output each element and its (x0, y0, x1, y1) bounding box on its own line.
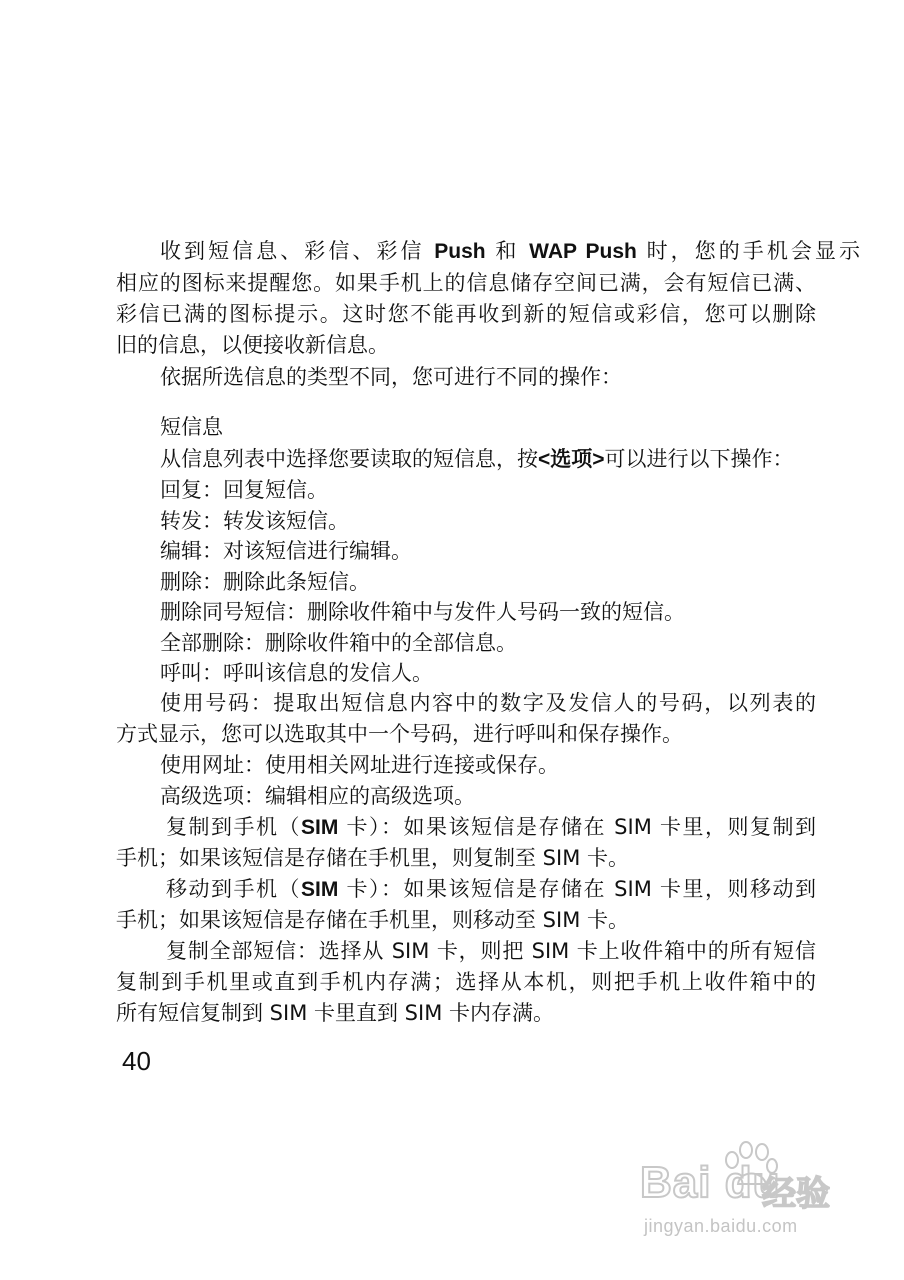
copy-all-line3: 所有短信复制到 SIM 卡里直到 SIM 卡内存满。 (116, 1001, 554, 1025)
item-delete-same-number: 删除同号短信：删除收件箱中与发件人号码一致的短信。 (160, 600, 685, 624)
watermark-url: jingyan.baidu.com (644, 1216, 798, 1236)
copy-to-phone-line1: 复制到手机（SIM 卡）：如果该短信是存储在 SIM 卡里，则复制到 (166, 815, 816, 839)
move-to-phone-line2: 手机；如果该短信是存储在手机里，则移动至 SIM 卡。 (116, 908, 629, 932)
para1-line3: 彩信已满的图标提示。这时您不能再收到新的短信或彩信，您可以删除 (116, 302, 816, 326)
item-delete: 删除：删除此条短信。 (160, 570, 370, 594)
advanced-options: 高级选项：编辑相应的高级选项。 (160, 784, 475, 808)
para1-line4: 旧的信息，以便接收新信息。 (116, 333, 389, 357)
para1-line2: 相应的图标来提醒您。如果手机上的信息储存空间已满，会有短信已满、 (116, 271, 816, 295)
use-number-line2: 方式显示，您可以选取其中一个号码，进行呼叫和保存操作。 (116, 722, 683, 746)
intro-text: 依据所选信息的类型不同，您可进行不同的操作： (160, 365, 622, 389)
item-reply: 回复：回复短信。 (160, 478, 328, 502)
item-delete-all: 全部删除：删除收件箱中的全部信息。 (160, 631, 517, 655)
page-number: 40 (122, 1046, 151, 1076)
copy-all-line2: 复制到手机里或直到手机内存满；选择从本机，则把手机上收件箱中的 (116, 970, 816, 994)
copy-to-phone-line2: 手机；如果该短信是存储在手机里，则复制至 SIM 卡。 (116, 846, 629, 870)
use-url: 使用网址：使用相关网址进行连接或保存。 (160, 753, 559, 777)
move-to-phone-line1: 移动到手机（SIM 卡）：如果该短信是存储在 SIM 卡里，则移动到 (166, 877, 816, 901)
jingyan-text: 经验 (762, 1174, 830, 1214)
item-forward: 转发：转发该短信。 (160, 509, 349, 533)
section-title: 短信息 (160, 415, 223, 439)
baidu-logo-text: Bai du (640, 1158, 781, 1207)
options-line: 从信息列表中选择您要读取的短信息，按<选项>可以进行以下操作： (160, 447, 794, 471)
use-number-line1: 使用号码：提取出短信息内容中的数字及发信人的号码，以列表的 (160, 691, 816, 715)
copy-all-line1: 复制全部短信：选择从 SIM 卡，则把 SIM 卡上收件箱中的所有短信 (166, 939, 816, 963)
item-edit: 编辑：对该短信进行编辑。 (160, 539, 412, 563)
para1-line1: 收到短信息、彩信、彩信 Push 和 WAP Push 时，您的手机会显示 (160, 239, 860, 263)
item-call: 呼叫：呼叫该信息的发信人。 (160, 661, 433, 685)
baidu-jingyan-watermark (640, 1140, 890, 1250)
